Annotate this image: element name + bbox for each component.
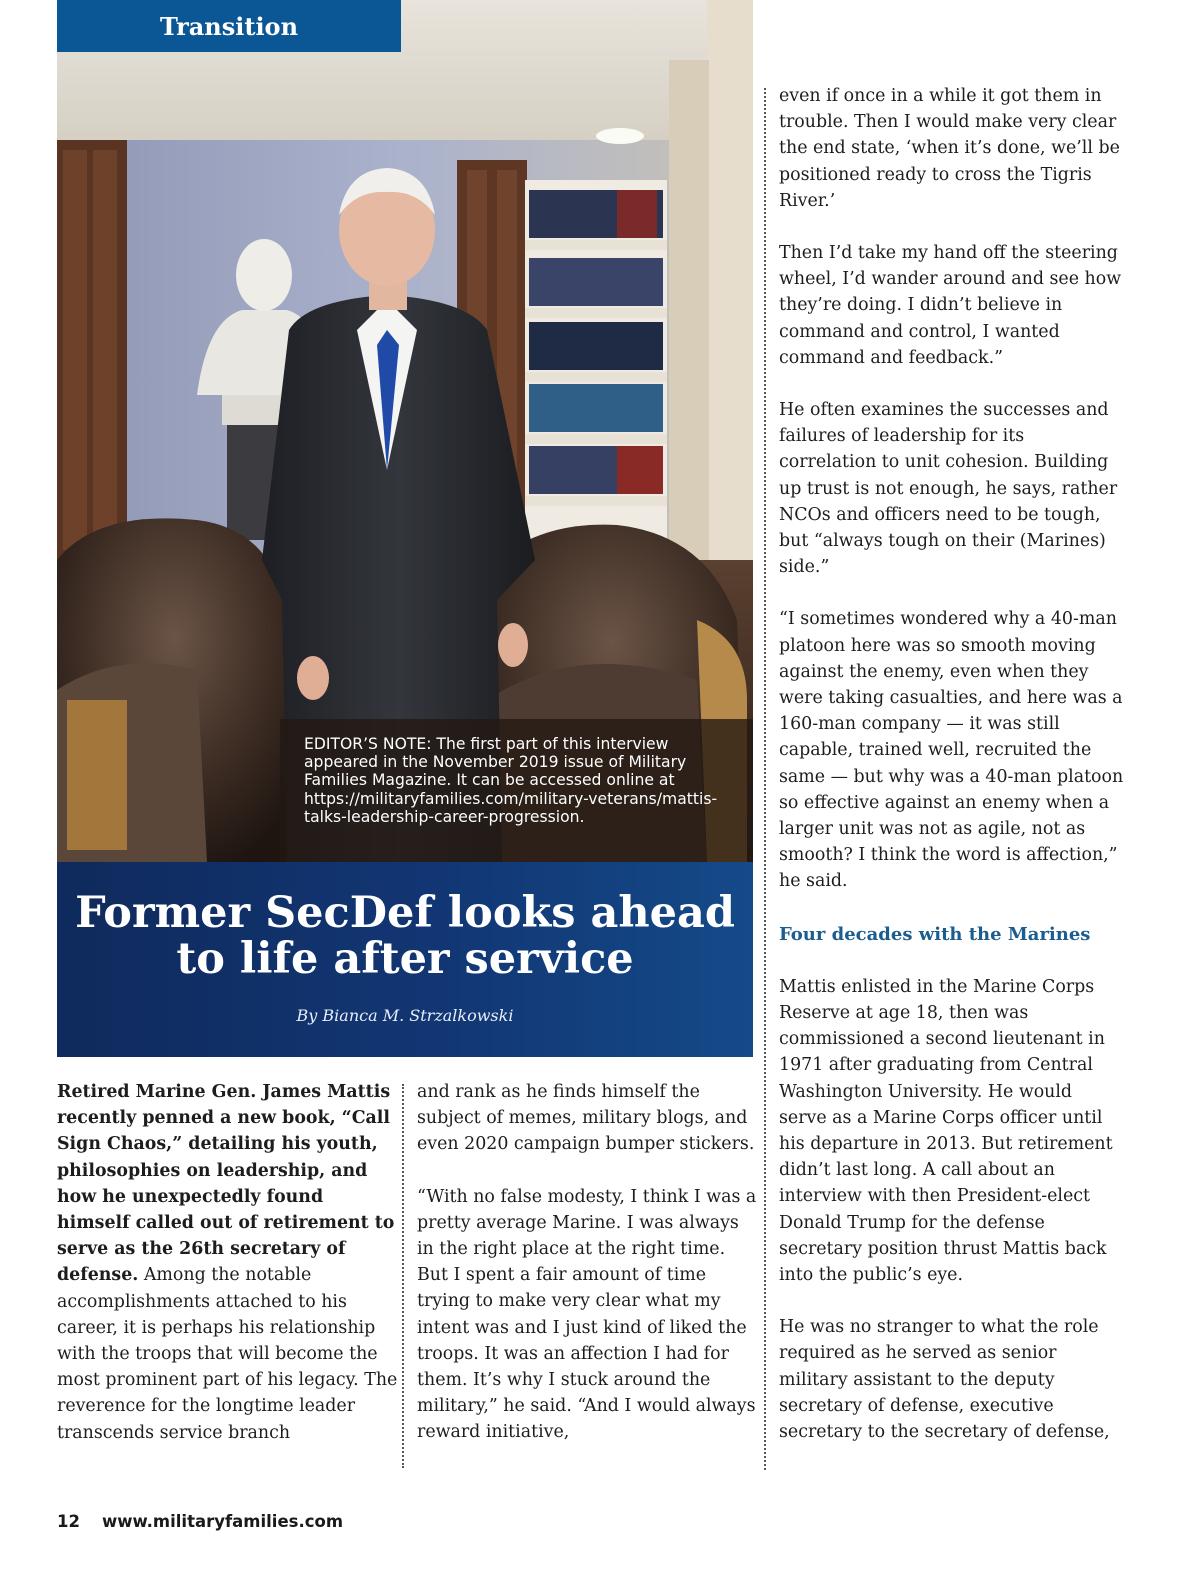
paragraph: “With no false modesty, I think I was a pretty average Marine. I was always in the right place at the right time. But I spent a fair amount of time trying to make very clear what my intent was and I just kind of liked the troops. It was an affection I had for them. It’s why I stuck around the military,” he said. “And I would always reward initiative, [417,1186,757,1443]
editor-note: EDITOR’S NOTE: The first part of this interview appeared in the November 2019 issue of Military Families Magazine. It can be accessed online at https://militaryfamilies.com/military-veterans/mattis-talks-leadership-career-progression. [280,719,753,862]
headline-line-1: Former SecDef looks ahead [75,888,735,938]
headline-line-2: to life after service [176,934,634,984]
lead-paragraph [57,1079,399,1446]
section-subhead: Four decades with the Marines [779,923,1091,945]
footer-site-url: www.militaryfamilies.com [101,1512,344,1531]
paragraph: Mattis enlisted in the Marine Corps Reserve at age 18, then was commissioned a second lieutenant in 1971 after graduating from Central Washington University. He would serve as a Marine Corps officer until his departure in 2013. But retirement didn’t last long. A call about an interview with then President-elect Donald Trump for the defense secretary position thrust Mattis back into the public’s eye. [779,976,1113,1285]
paragraph: even if once in a while it got them in trouble. Then I would make very clear the end state, ‘when it’s done, we’ll be positioned ready to cross the Tigris River.’ [779,86,1120,211]
column-divider-2 [764,88,766,1470]
lead-text: Retired Marine Gen. James Mattis recently penned a new book, “Call Sign Chaos,” detailing his youth, philosophies on leadership, and how he unexpectedly found himself called out of retirement to serve as the 26th secretary of defense. [57,1082,395,1286]
article-headline [67,890,743,982]
paragraph: He was no stranger to what the role required as he served as senior military assistant to the deputy secretary of defense, executive secretary to the secretary of defense, [779,1317,1110,1442]
column-3 [779,83,1124,1471]
column-divider-1 [402,1084,404,1468]
column-1 [57,1079,399,1472]
paragraph: “I sometimes wondered why a 40-man platoon here was so smooth moving against the enemy, even when they were taking casualties, and here was a 160-man company — it was still capable, trained well, recruited the same — but why was a 40-man platoon so effective against an enemy when a larger unit was not as agile, not as smooth? I think the word is affection,” he said. [779,609,1124,892]
headline-band [57,862,753,1057]
bookshelf-books [529,190,663,494]
paragraph: He often examines the successes and failures of leadership for its correlation to unit cohesion. Building up trust is not enough, he says, rather NCOs and officers need to be tough, but “always tough on their (Marines) side.” [779,400,1118,578]
left-chair [57,518,292,862]
paragraph: Then I’d take my hand off the steering wheel, I’d wander around and see how they’re doing. I didn’t believe in command and control, I wanted command and feedback.” [779,243,1122,368]
page-number: 12 [57,1512,80,1531]
paragraph: and rank as he finds himself the subject of memes, military blogs, and even 2020 campaign bumper stickers. [417,1082,755,1155]
section-tab: Transition [57,0,401,52]
lead-continuation: Among the notable accomplishments attached to his career, it is perhaps his relationship with the troops that will become the most prominent part of his legacy. The reverence for the longtime leader transcends service branch [57,1265,398,1443]
byline: By Bianca M. Strzalkowski [296,1006,514,1025]
page-footer [57,1512,343,1531]
column-2 [417,1079,757,1472]
